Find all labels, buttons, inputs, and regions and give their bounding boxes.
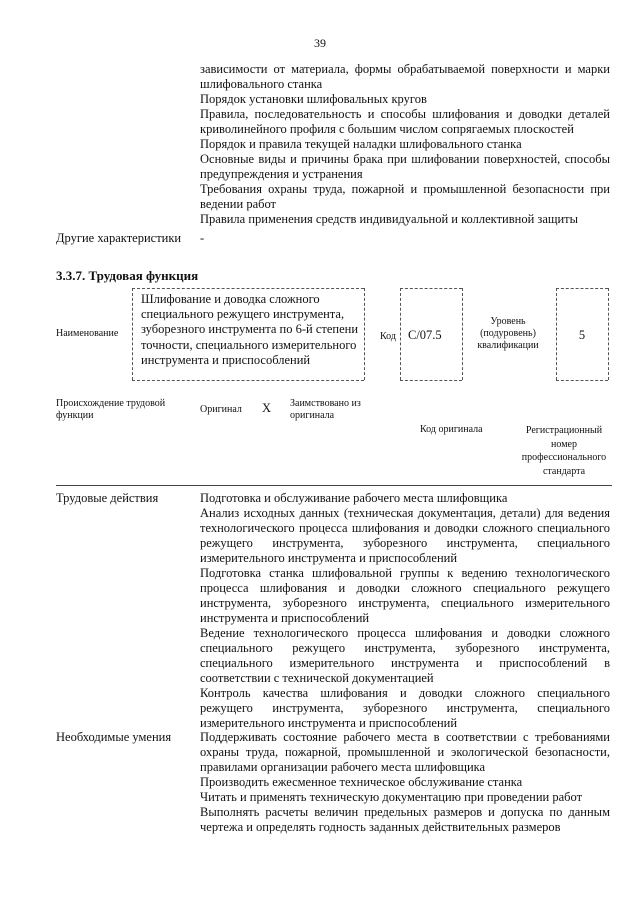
list-item: Подготовка и обслуживание рабочего места шлифовщика bbox=[200, 491, 508, 505]
reg-number-label: Регистрационный номер профессионального стандарта bbox=[521, 425, 607, 477]
list-item: Порядок установки шлифовальных кругов bbox=[200, 92, 427, 106]
table-border bbox=[556, 288, 608, 289]
table-border bbox=[400, 288, 462, 289]
table-border bbox=[608, 288, 609, 380]
labor-actions-label: Трудовые действия bbox=[56, 491, 159, 505]
level-label: Уровень (подуровень) квалификации bbox=[477, 316, 539, 351]
table-border bbox=[462, 288, 463, 380]
divider bbox=[56, 485, 612, 486]
list-item: Читать и применять техническую документацию при проведении работ bbox=[200, 790, 583, 804]
function-name-value: Шлифование и доводка сложного специального режущего инструмента, зуборезного инструмента по 6-й степени точности, специального измерительного инструмента и приспособлений bbox=[141, 292, 359, 367]
required-skills-label: Необходимые умения bbox=[56, 730, 172, 744]
list-item: Анализ исходных данных (техническая документация, детали) для ведения технологического процесса шлифования и доводки сложного специального режущего инструмента, зуборезного инструмента, специального измерительного инструмента и приспособлений bbox=[200, 506, 610, 565]
list-item: Поддерживать состояние рабочего места в соответствии с требованиями охраны труда, пожарной, промышленной и экологической безопасности, правилами организации рабочего места шлифовщика bbox=[200, 730, 610, 774]
original-label: Оригинал bbox=[200, 404, 242, 415]
knowledge-list bbox=[200, 62, 610, 227]
table-border bbox=[400, 288, 401, 380]
list-item: Основные виды и причины брака при шлифовании поверхностей, способы предупреждения и устранения bbox=[200, 152, 610, 181]
borrowed-label: Заимствовано из оригинала bbox=[290, 398, 361, 421]
list-item: Порядок и правила текущей наладки шлифовального станка bbox=[200, 137, 522, 151]
list-item: зависимости от материала, формы обрабатываемой поверхности и марки шлифовального станка bbox=[200, 62, 610, 91]
list-item: Требования охраны труда, пожарной и промышленной безопасности при ведении работ bbox=[200, 182, 610, 211]
code-label: Код bbox=[380, 331, 396, 342]
list-item: Контроль качества шлифования и доводки сложного специального режущего инструмента, зуборезного инструмента, специального измерительного инструмента и приспособлений bbox=[200, 686, 610, 730]
table-border bbox=[400, 380, 462, 381]
list-item: Производить ежесменное техническое обслуживание станка bbox=[200, 775, 523, 789]
table-border bbox=[132, 288, 133, 380]
other-characteristics-value: - bbox=[200, 231, 205, 245]
table-border bbox=[132, 380, 364, 381]
page-number: 39 bbox=[314, 36, 326, 50]
section-title: 3.3.7. Трудовая функция bbox=[56, 268, 199, 283]
list-item: Выполнять расчеты величин предельных размеров и допуска по данным чертежа и определять годность заданных действительных размеров bbox=[200, 805, 610, 834]
table-border bbox=[364, 288, 365, 380]
other-characteristics-label: Другие характеристики bbox=[56, 231, 182, 245]
code-value: С/07.5 bbox=[408, 328, 442, 342]
original-mark: X bbox=[262, 401, 272, 415]
list-item: Подготовка станка шлифовальной группы к ведению технологического процесса шлифования и доводки сложного специального режущего инструмента, зуборезного инструмента, специального измерительного инструмента и приспособлений bbox=[200, 566, 610, 625]
code-original-label: Код оригинала bbox=[420, 424, 483, 435]
list-item: Ведение технологического процесса шлифования и доводки сложного специального режущего инструмента, зуборезного инструмента, специального измерительного инструмента и приспособлений в соответствии с технической документацией bbox=[200, 626, 610, 685]
list-item: Правила, последовательность и способы шлифования и доводки деталей криволинейного профиля с большим числом сопрягаемых плоскостей bbox=[200, 107, 610, 136]
required-skills-list bbox=[200, 730, 610, 835]
table-border bbox=[132, 288, 364, 289]
table-border bbox=[556, 380, 608, 381]
level-value: 5 bbox=[578, 328, 586, 342]
name-label: Наименование bbox=[56, 328, 119, 339]
list-item: Правила применения средств индивидуальной и коллективной защиты bbox=[200, 212, 579, 226]
origin-label: Происхождение трудовой функции bbox=[56, 398, 166, 421]
labor-actions-list bbox=[200, 491, 610, 731]
